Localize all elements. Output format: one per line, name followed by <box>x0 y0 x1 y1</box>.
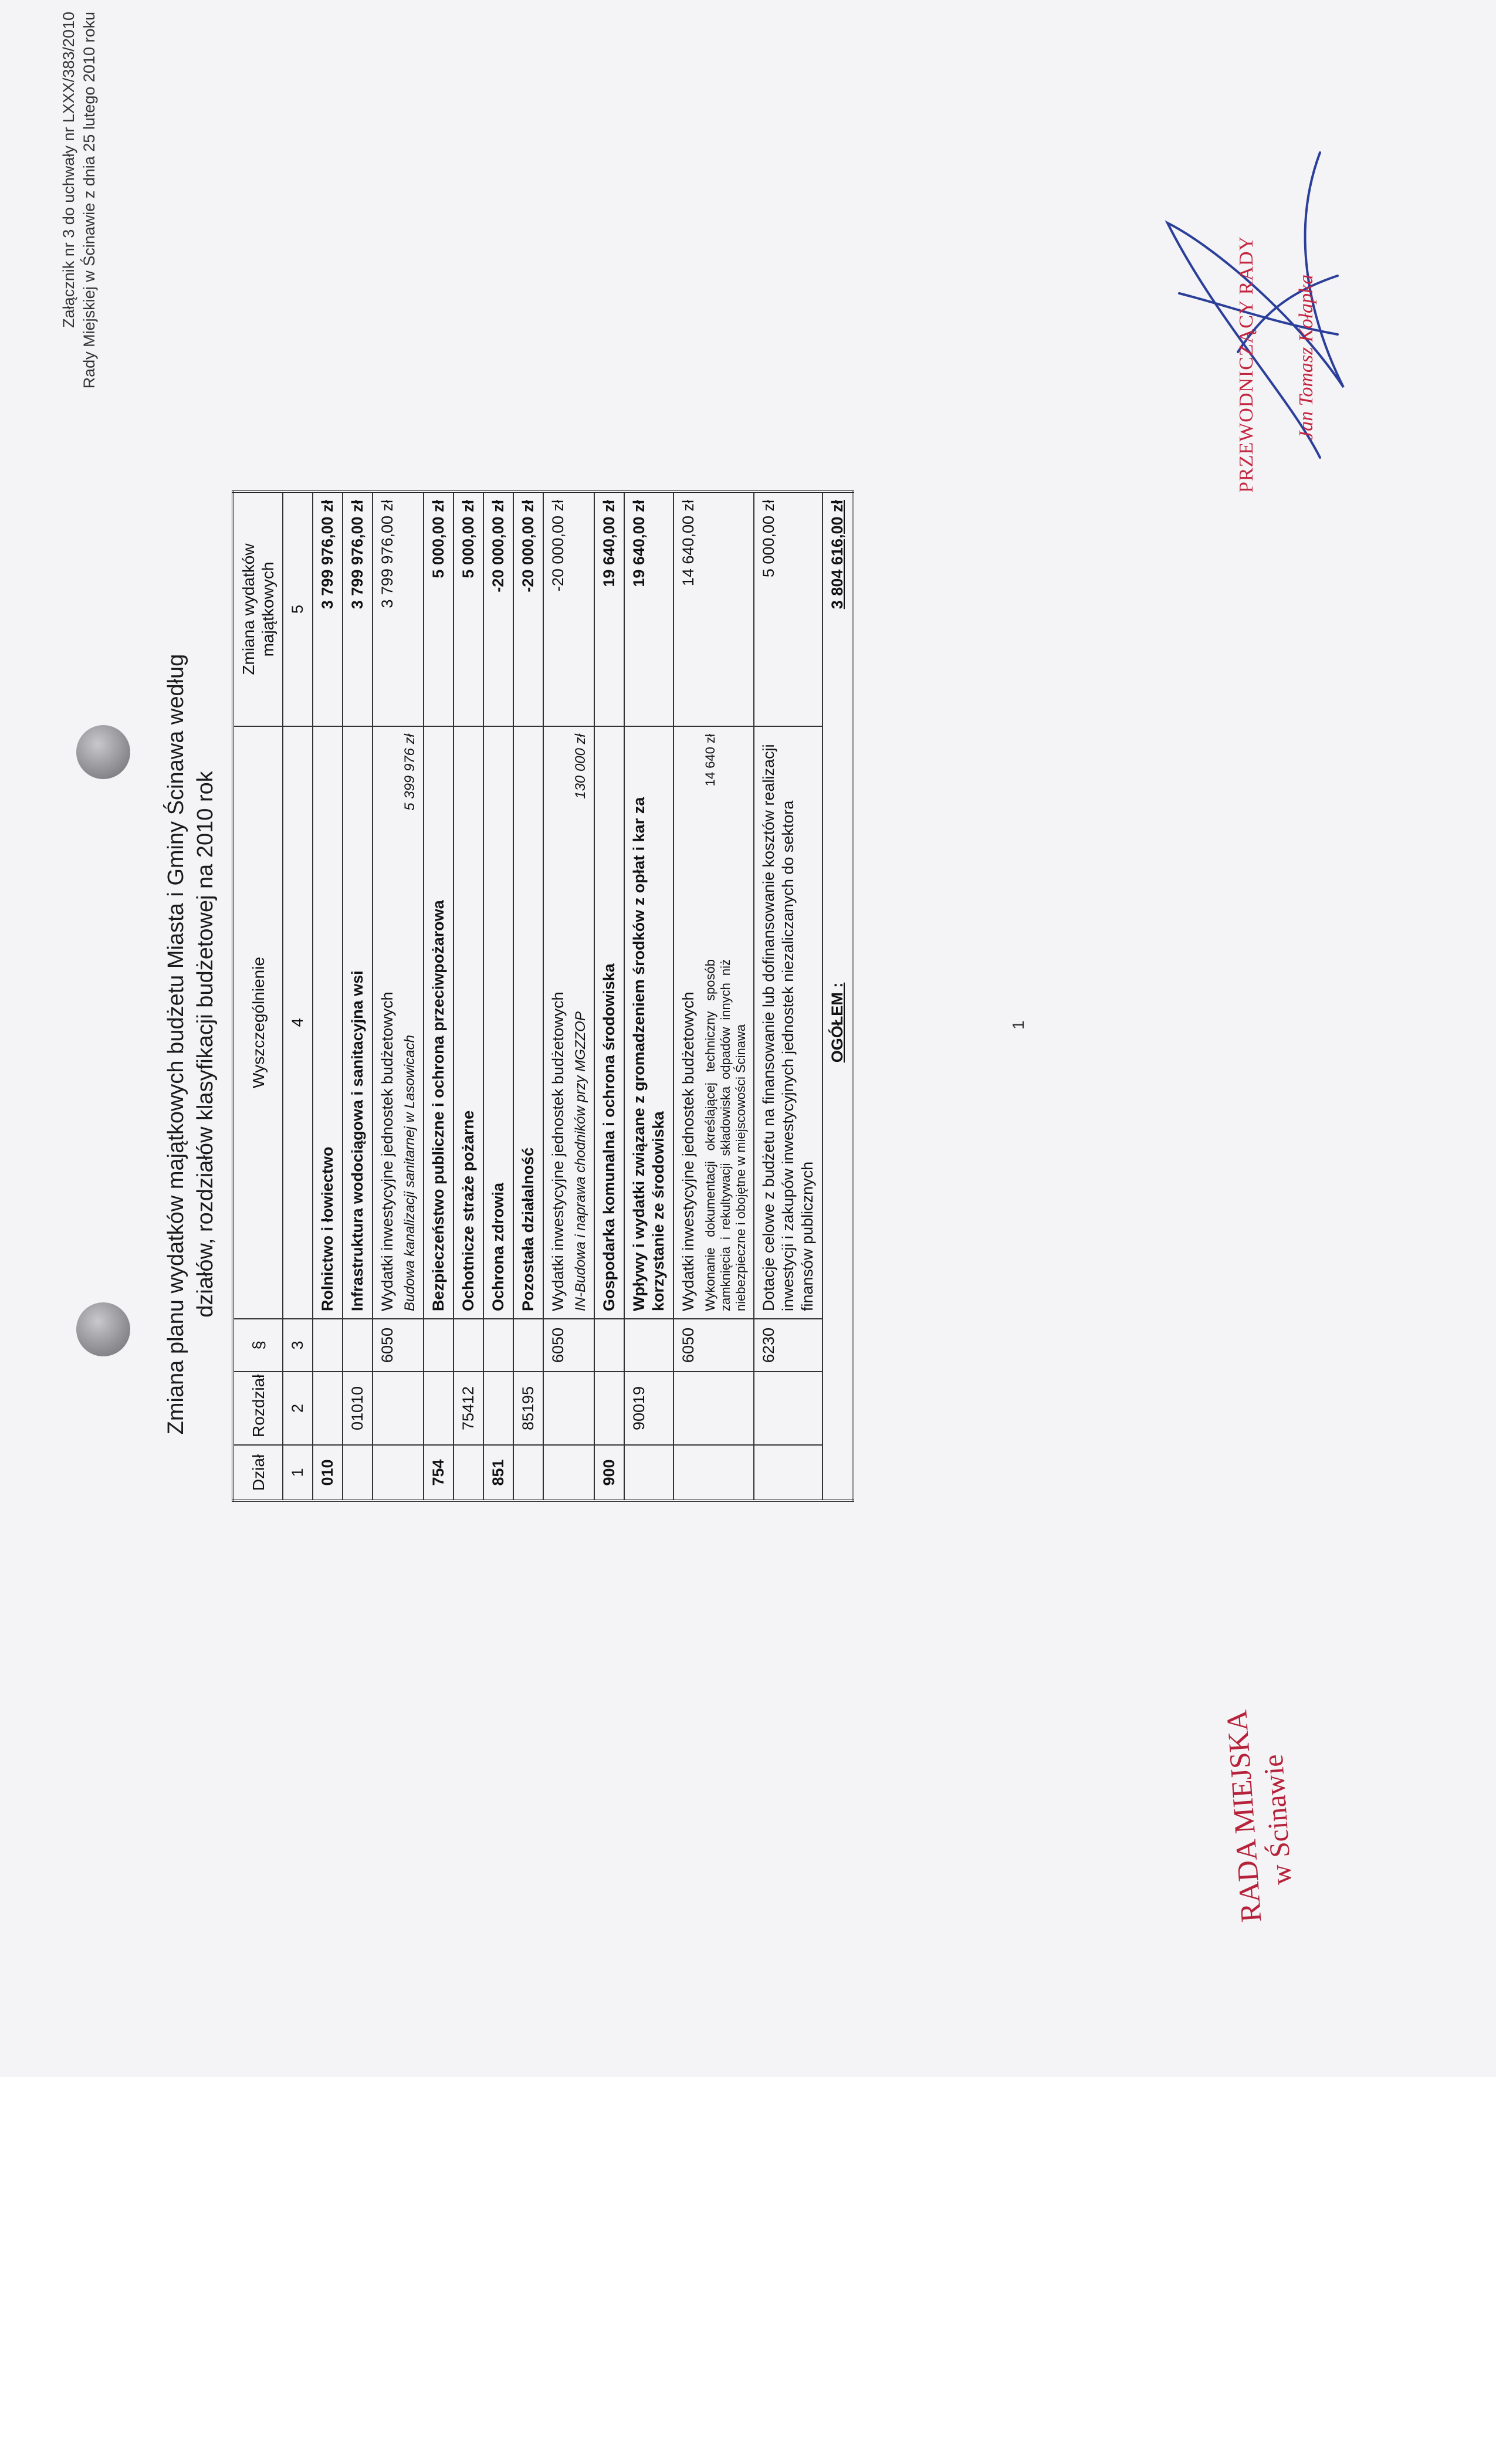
cell-paragraf: 6230 <box>754 1319 823 1372</box>
cell-wyszczegolnienie <box>624 726 673 1319</box>
attachment-note-line2: Rady Miejskiej w Ścinawie z dnia 25 lutego 2010 roku <box>80 12 98 389</box>
cell-wyszczegolnienie <box>543 726 594 1319</box>
cell-zmiana: 3 799 976,00 zł <box>373 492 424 726</box>
header-dzial: Dział <box>233 1445 283 1501</box>
cell-dzial <box>754 1445 823 1501</box>
header-rozdzial: Rozdział <box>233 1372 283 1445</box>
cell-paragraf <box>313 1319 343 1372</box>
cell-rozdzial: 75412 <box>453 1372 483 1445</box>
cell-rozdzial: 90019 <box>624 1372 673 1445</box>
column-number: 3 <box>283 1319 313 1372</box>
cell-dzial <box>673 1445 754 1501</box>
cell-paragraf <box>594 1319 624 1372</box>
cell-dzial <box>373 1445 424 1501</box>
attachment-note <box>59 12 100 575</box>
cell-rozdzial <box>313 1372 343 1445</box>
cell-dzial <box>343 1445 373 1501</box>
page-number: 1 <box>1009 1020 1027 1030</box>
cell-dzial: 900 <box>594 1445 624 1501</box>
council-stamp-line2: w Ścinawie <box>1257 1753 1298 1886</box>
table-row <box>543 492 594 1501</box>
header-zmiana: Zmiana wydatków majątkowych <box>233 492 283 726</box>
cell-rozdzial <box>594 1372 624 1445</box>
table-row <box>673 492 754 1501</box>
cell-zmiana: -20 000,00 zł <box>513 492 543 726</box>
header-paragraf: § <box>233 1319 283 1372</box>
cell-paragraf: 6050 <box>373 1319 424 1372</box>
sub-item-amount: 130 000 zł <box>573 734 588 799</box>
cell-rozdzial: 01010 <box>343 1372 373 1445</box>
row-description: Rolnictwo i łowiectwo <box>319 1146 336 1311</box>
header-wyszczegolnienie: Wyszczególnienie <box>233 726 283 1319</box>
row-description: Ochotnicze straże pożarne <box>459 1110 477 1311</box>
cell-zmiana: 14 640,00 zł <box>673 492 754 726</box>
cell-wyszczegolnienie <box>453 726 483 1319</box>
row-sub-item <box>573 734 589 1311</box>
cell-rozdzial <box>424 1372 453 1445</box>
cell-wyszczegolnienie <box>754 726 823 1319</box>
row-sub-item <box>703 734 749 1311</box>
row-description: Dotacje celowe z budżetu na finansowanie lub dofinansowanie kosztów realizacji inwestycji i zakupów inwestycyjnych jednostek niezaliczanych do sektora finansów publicznych <box>760 744 816 1311</box>
cell-paragraf <box>343 1319 373 1372</box>
cell-dzial <box>543 1445 594 1501</box>
council-stamp-line1: RADA MIEJSKA <box>1220 1708 1268 1924</box>
total-value: 3 804 616,00 zł <box>823 492 853 726</box>
column-number: 1 <box>283 1445 313 1501</box>
cell-rozdzial <box>754 1372 823 1445</box>
cell-wyszczegolnienie <box>483 726 513 1319</box>
cell-zmiana: 3 799 976,00 zł <box>313 492 343 726</box>
cell-paragraf: 6050 <box>673 1319 754 1372</box>
table-row <box>424 492 453 1501</box>
row-description: Pozostała działalność <box>519 1147 537 1311</box>
cell-zmiana: -20 000,00 zł <box>483 492 513 726</box>
document-title-line1: Zmiana planu wydatków majątkowych budżetu Miasta i Gminy Ścinawa według <box>164 654 188 1435</box>
cell-zmiana: 5 000,00 zł <box>754 492 823 726</box>
row-sub-item <box>402 734 418 1311</box>
sub-item-text: IN-Budowa i naprawa chodników przy MGZZOP <box>573 1011 588 1311</box>
cell-wyszczegolnienie <box>513 726 543 1319</box>
cell-paragraf <box>424 1319 453 1372</box>
cell-dzial: 754 <box>424 1445 453 1501</box>
cell-dzial <box>513 1445 543 1501</box>
row-description: Infrastruktura wodociągowa i sanitacyjna wsi <box>348 970 366 1311</box>
cell-rozdzial <box>543 1372 594 1445</box>
row-description: Wpływy i wydatki związane z gromadzeniem środków z opłat i kar za korzystanie ze środowiska <box>630 797 667 1311</box>
cell-rozdzial <box>373 1372 424 1445</box>
attachment-note-line1: Załącznik nr 3 do uchwały nr LXXX/383/2010 <box>60 12 77 328</box>
cell-dzial: 851 <box>483 1445 513 1501</box>
column-number-row <box>283 492 313 1501</box>
chairman-stamp-title: PRZEWODNICZĄCY RADY <box>1236 235 1257 493</box>
cell-dzial <box>453 1445 483 1501</box>
row-description: Wydatki inwestycyjne jednostek budżetowych <box>679 991 697 1311</box>
table-row <box>313 492 343 1501</box>
document-title-line2: działów, rozdziałów klasyfikacji budżetowej na 2010 rok <box>193 771 218 1318</box>
table-row <box>483 492 513 1501</box>
column-number: 5 <box>283 492 313 726</box>
table-row <box>594 492 624 1501</box>
sub-item-amount: 5 399 976 zł <box>402 734 418 811</box>
cell-zmiana: 5 000,00 zł <box>453 492 483 726</box>
chairman-stamp-name: Jan Tomasz Kołapka <box>1295 274 1317 440</box>
cell-paragraf <box>453 1319 483 1372</box>
total-label: OGÓŁEM : <box>823 726 853 1319</box>
total-row <box>823 492 853 1501</box>
sub-item-text: Wykonanie dokumentacji określającej techniczny sposób zamknięcia i rekultywacji składowiska odpadów innych niż niebezpieczne i obojętne w miejscowości Ścinawa <box>703 959 748 1311</box>
table-row <box>624 492 673 1501</box>
cell-rozdzial <box>483 1372 513 1445</box>
table-row <box>513 492 543 1501</box>
cell-wyszczegolnienie <box>373 726 424 1319</box>
column-number: 2 <box>283 1372 313 1445</box>
column-number: 4 <box>283 726 313 1319</box>
council-stamp <box>1219 1690 1386 1923</box>
row-description: Bezpieczeństwo publiczne i ochrona przeciwpożarowa <box>429 900 447 1311</box>
cell-zmiana: -20 000,00 zł <box>543 492 594 726</box>
table-row <box>754 492 823 1501</box>
cell-rozdzial: 85195 <box>513 1372 543 1445</box>
table-row <box>343 492 373 1501</box>
table-row <box>453 492 483 1501</box>
total-spacer <box>823 1319 853 1501</box>
row-description: Wydatki inwestycyjne jednostek budżetowych <box>378 991 396 1311</box>
cell-wyszczegolnienie <box>343 726 373 1319</box>
table-row <box>373 492 424 1501</box>
document-title <box>161 516 220 1572</box>
cell-zmiana: 19 640,00 zł <box>594 492 624 726</box>
cell-paragraf <box>624 1319 673 1372</box>
chairman-stamp <box>1235 82 1319 493</box>
budget-table <box>232 490 854 1502</box>
row-description: Wydatki inwestycyjne jednostek budżetowych <box>549 991 567 1311</box>
cell-paragraf: 6050 <box>543 1319 594 1372</box>
row-description: Ochrona zdrowia <box>489 1182 507 1311</box>
cell-paragraf <box>513 1319 543 1372</box>
cell-paragraf <box>483 1319 513 1372</box>
table-header-row <box>233 492 283 1501</box>
sub-item-amount: 14 640 zł <box>703 734 717 787</box>
row-description: Gospodarka komunalna i ochrona środowiska <box>600 963 618 1311</box>
cell-wyszczegolnienie <box>313 726 343 1319</box>
cell-zmiana: 19 640,00 zł <box>624 492 673 726</box>
cell-zmiana: 3 799 976,00 zł <box>343 492 373 726</box>
cell-zmiana: 5 000,00 zł <box>424 492 453 726</box>
cell-wyszczegolnienie <box>594 726 624 1319</box>
cell-rozdzial <box>673 1372 754 1445</box>
cell-wyszczegolnienie <box>424 726 453 1319</box>
cell-dzial <box>624 1445 673 1501</box>
cell-dzial: 010 <box>313 1445 343 1501</box>
cell-wyszczegolnienie <box>673 726 754 1319</box>
sub-item-text: Budowa kanalizacji sanitarnej w Lasowicach <box>402 1035 418 1311</box>
